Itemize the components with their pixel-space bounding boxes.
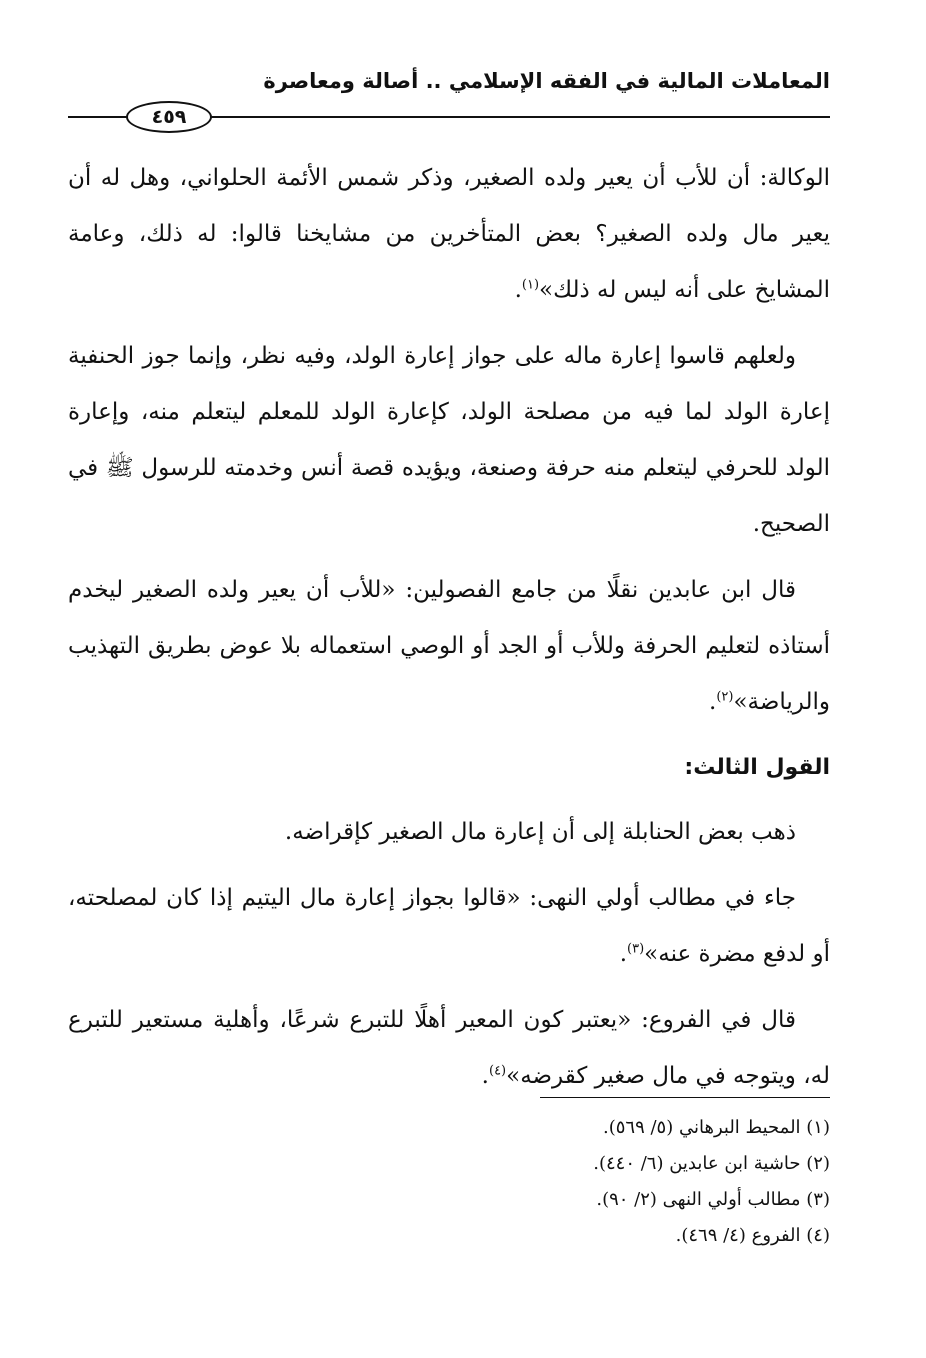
running-title: المعاملات المالية في الفقه الإسلامي .. أصالة ومعاصرة (263, 69, 830, 93)
paragraph-3 (68, 562, 830, 730)
footnote-ref-2: (٢) (716, 689, 734, 705)
footnote-ref-1: (١) (521, 277, 540, 293)
paragraph-end: . (709, 689, 717, 715)
paragraph-1 (68, 150, 830, 318)
paragraph-text: ذهب بعض الحنابلة إلى أن إعارة مال الصغير كإقراضه. (284, 819, 796, 845)
paragraph-text: قال في الفروع: «يعتبر كون المعير أهلًا للتبرع شرعًا، وأهلية مستعير للتبرع له، ويتوجه في مال صغير كقرضه» (68, 1007, 830, 1089)
paragraph-text: ولعلهم قاسوا إعارة ماله على جواز إعارة الولد، وفيه نظر، وإنما جوز الحنفية إعارة الولد لما فيه من مصلحة الولد، كإعارة الولد للمعلم ليتعلم منه، وإعارة الولد للحرفي ليتعلم منه حرفة وصنعة، ويؤيده قصة أنس وخدمته للرسول ﷺ في الصحيح. (68, 343, 830, 537)
footnote-rule (540, 1097, 830, 1098)
footnote-ref-4: (٤) (488, 1063, 507, 1079)
paragraph-end: . (514, 277, 522, 303)
footnote-2: (٢) حاشية ابن عابدين (٦/ ٤٤٠). (593, 1153, 830, 1174)
paragraph-2 (68, 328, 830, 552)
paragraph-text: الوكالة: أن للأب أن يعير ولده الصغير، وذكر شمس الأئمة الحلواني، وهل له أن يعير مال ولده الصغير؟ بعض المتأخرين من مشايخنا قالوا: له ذلك، وعامة المشايخ على أنه ليس له ذلك» (68, 165, 830, 303)
footnotes (230, 1110, 830, 1254)
paragraph-text: جاء في مطالب أولي النهى: «قالوا بجواز إعارة مال اليتيم إذا كان لمصلحته، أو لدفع مضرة عنه» (68, 885, 830, 967)
paragraph-text: قال ابن عابدين نقلًا من جامع الفصولين: «للأب أن يعير ولده الصغير ليخدم أستاذه لتعليم الحرفة وللأب أو الجد أو الوصي استعماله بلا عوض بطريق التهذيب والرياضة» (68, 577, 830, 715)
paragraph-4 (68, 804, 830, 860)
body-text (68, 150, 830, 1114)
footnote-3: (٣) مطالب أولي النهى (٢/ ٩٠). (596, 1189, 830, 1210)
paragraph-end: . (481, 1063, 489, 1089)
footnote-ref-3: (٣) (627, 941, 645, 957)
footnote-4: (٤) الفروع (٤/ ٤٦٩). (675, 1225, 830, 1246)
paragraph-5 (68, 870, 830, 982)
page-number-badge: ٤٥٩ (126, 101, 212, 133)
section-heading: القول الثالث: (684, 755, 830, 780)
paragraph-end: . (619, 941, 628, 967)
paragraph-6 (68, 992, 830, 1104)
footnote-1: (١) المحيط البرهاني (٥/ ٥٦٩). (602, 1117, 830, 1138)
